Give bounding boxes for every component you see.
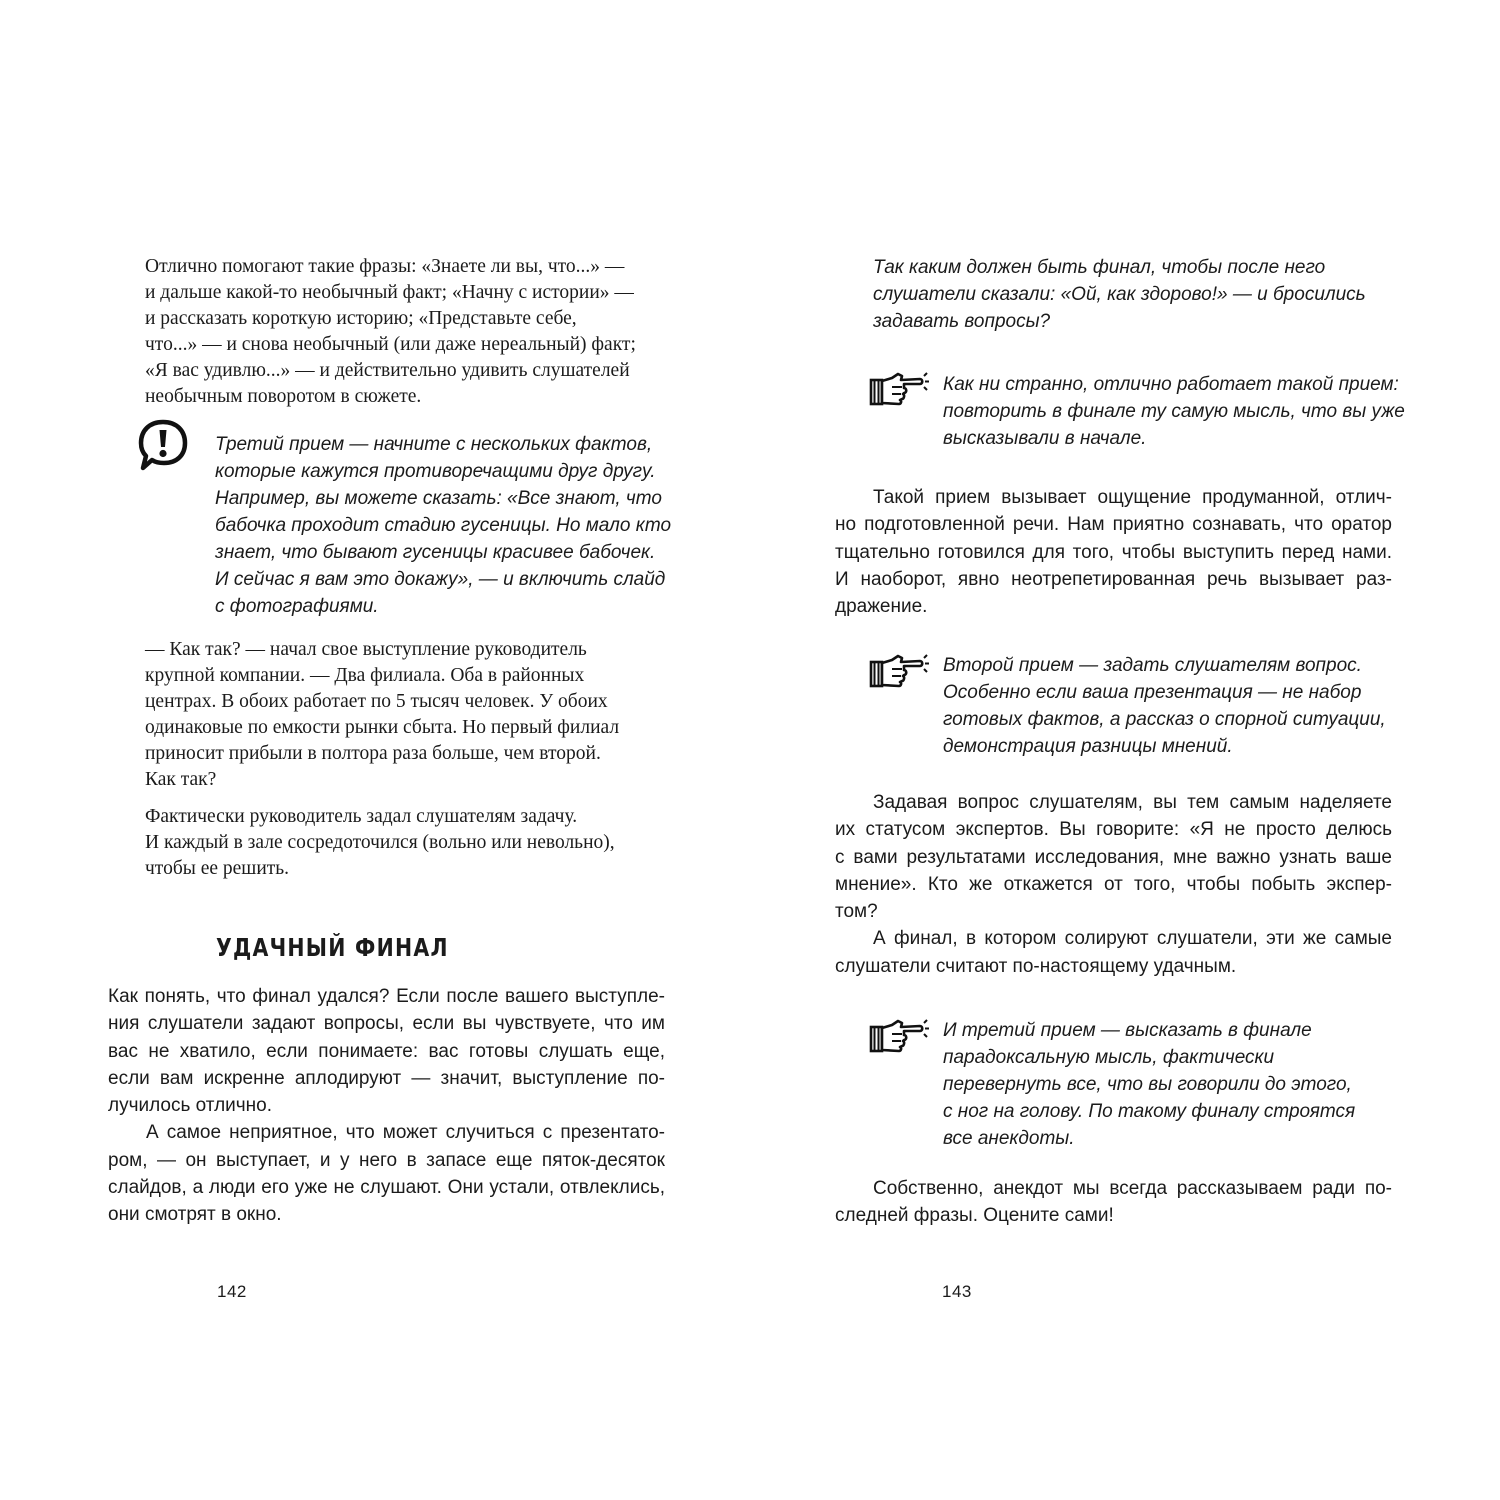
text-line: дражение.	[835, 596, 928, 618]
left-after-paragraph	[145, 804, 670, 882]
text-line: и рассказать короткую историю; «Представьте себе,	[145, 308, 577, 329]
page-number-right: 143	[942, 1282, 972, 1301]
text-line: А финал, в котором солируют слушатели, эти же самые	[873, 928, 1392, 950]
text-line: центрах. В обоих работает по 5 тысяч человек. У обоих	[145, 691, 608, 712]
text-line: «Я вас удивлю...» — и действительно удивить слушателей	[145, 360, 630, 381]
right-paragraph-1	[835, 484, 1392, 620]
text-line: И каждый в зале сосредоточился (вольно или невольно),	[145, 832, 615, 853]
text-line: высказывали в начале.	[943, 428, 1147, 449]
text-line: слайдов, а люди его уже не слушают. Они устали, отвлеклись,	[108, 1177, 665, 1199]
text-line: бабочка проходит стадию гусеницы. Но мало кто	[215, 515, 672, 536]
text-line: но подготовленной речи. Нам приятно сознавать, что оратор	[835, 514, 1392, 536]
text-line: все анекдоты.	[943, 1128, 1075, 1149]
text-line: повторить в финале ту самую мысль, что вы уже	[943, 401, 1405, 422]
text-line: ром, — он выступает, и у него в запасе еще пяток-десяток	[108, 1149, 665, 1171]
text-line: которые кажутся противоречащими друг другу.	[215, 461, 656, 482]
right-tip-2-text	[943, 652, 1398, 760]
text-line: их статусом экспертов. Вы говорите: «Я не просто делюсь	[835, 819, 1392, 841]
exclamation-bubble-icon	[137, 418, 189, 472]
text-line: задавать вопросы?	[873, 311, 1051, 332]
text-line: с ног на голову. По такому финалу строятся	[943, 1101, 1356, 1122]
text-line: вас не хватило, если понимаете: вас готовы слушать еще,	[108, 1040, 665, 1062]
text-line: если вам искренне аплодируют — значит, выступление по-	[108, 1067, 665, 1089]
text-line: знает, что бывают гусеницы красивее бабочек.	[215, 542, 656, 563]
text-line: А самое неприятное, что может случиться с презентато-	[146, 1122, 665, 1144]
text-line: слушатели сказали: «Ой, как здорово!» — и бросились	[873, 284, 1366, 305]
text-line: Третий прием — начните с нескольких фактов,	[215, 434, 653, 455]
text-line: лучилось отлично.	[108, 1095, 273, 1117]
right-tip-1-text	[943, 371, 1405, 452]
text-line: следней фразы. Оцените сами!	[835, 1205, 1114, 1227]
text-line: мнение». Кто же откажется от того, чтобы побыть экспер-	[835, 873, 1392, 895]
text-line: они смотрят в окно.	[108, 1204, 282, 1226]
text-line: парадоксальную мысль, фактически	[943, 1047, 1275, 1068]
text-line: Собственно, анекдот мы всегда рассказываем ради по-	[873, 1178, 1392, 1199]
text-line: готовых фактов, а рассказ о спорной ситуации,	[943, 709, 1386, 730]
right-tip-3-text	[943, 1017, 1398, 1152]
section-heading: УДАЧНЫЙ ФИНАЛ	[216, 933, 449, 962]
text-line: перевернуть все, что вы говорили до этого,	[943, 1074, 1352, 1095]
text-line: одинаковые по емкости рынки сбыта. Но первый филиал	[145, 717, 620, 738]
text-line: чтобы ее решить.	[145, 858, 290, 879]
right-paragraph-3	[835, 1175, 1392, 1230]
right-question-text	[873, 254, 1393, 335]
left-body-text	[108, 983, 665, 1229]
text-line: Как так?	[145, 769, 217, 790]
text-line: с вами результатами исследования, мне важно узнать ваше	[835, 846, 1392, 868]
text-line: И третий прием — высказать в финале	[943, 1020, 1312, 1041]
left-tip-text	[215, 431, 670, 620]
text-line: И наоборот, явно неотрепетированная речь вызывает раз-	[835, 568, 1392, 590]
text-line: с фотографиями.	[215, 596, 379, 617]
text-line: приносит прибыли в полтора раза больше, чем второй.	[145, 743, 601, 764]
text-line: том?	[835, 901, 878, 923]
text-line: Как понять, что финал удался? Если после вашего выступле-	[108, 986, 665, 1007]
pointing-hand-icon	[868, 366, 932, 410]
text-line: Задавая вопрос слушателям, вы тем самым наделяете	[873, 792, 1392, 813]
text-line: Как ни странно, отлично работает такой прием:	[943, 374, 1399, 395]
right-paragraph-2	[835, 789, 1392, 980]
text-line: демонстрация разницы мнений.	[943, 736, 1233, 757]
text-line: крупной компании. — Два филиала. Оба в районных	[145, 665, 585, 686]
text-line: Такой прием вызывает ощущение продуманной, отлич-	[873, 487, 1392, 508]
text-line: Отлично помогают такие фразы: «Знаете ли вы, что...» —	[145, 256, 625, 277]
text-line: — Как так? — начал свое выступление руководитель	[145, 639, 587, 660]
text-line: ния слушатели задают вопросы, если вы чувствуете, что им	[108, 1013, 665, 1035]
left-intro-paragraph	[145, 254, 670, 410]
text-line: Так каким должен быть финал, чтобы после него	[873, 257, 1326, 278]
text-line: необычным поворотом в сюжете.	[145, 386, 422, 407]
pointing-hand-icon	[868, 1013, 932, 1057]
text-line: И сейчас я вам это докажу», — и включить слайд	[215, 569, 666, 590]
text-line: Например, вы можете сказать: «Все знают, что	[215, 488, 662, 509]
text-line: и дальше какой-то необычный факт; «Начну с истории» —	[145, 282, 634, 303]
pointing-hand-icon	[868, 648, 932, 692]
text-line: слушатели считают по-настоящему удачным.	[835, 955, 1237, 977]
text-line: Фактически руководитель задал слушателям задачу.	[145, 806, 578, 827]
text-line: тщательно готовился для того, чтобы выступить перед нами.	[835, 541, 1392, 563]
page-number-left: 142	[217, 1282, 247, 1301]
text-line: что...» — и снова необычный (или даже нереальный) факт;	[145, 334, 636, 355]
text-line: Второй прием — задать слушателям вопрос.	[943, 655, 1362, 676]
left-story-paragraph	[145, 637, 670, 793]
text-line: Особенно если ваша презентация — не набор	[943, 682, 1362, 703]
